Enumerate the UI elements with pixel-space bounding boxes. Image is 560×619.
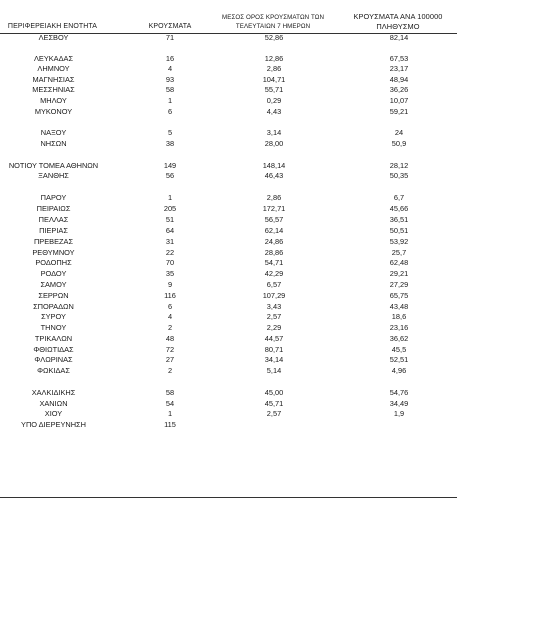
cell-per-100k: 1,9 bbox=[393, 409, 405, 418]
cell-cases: 58 bbox=[165, 388, 175, 397]
cell-region: ΦΘΙΩΤΙΔΑΣ bbox=[33, 345, 74, 354]
cell-avg-7-days: 2,57 bbox=[266, 312, 282, 321]
table-row bbox=[0, 64, 460, 74]
cell-per-100k: 53,92 bbox=[389, 237, 409, 246]
cell-cases: 31 bbox=[165, 237, 175, 246]
table-row bbox=[0, 128, 460, 138]
cell-cases: 72 bbox=[165, 345, 175, 354]
cell-avg-7-days: 3,43 bbox=[266, 302, 282, 311]
cell-cases: 48 bbox=[165, 334, 175, 343]
cell-region: ΣΠΟΡΑΔΩΝ bbox=[33, 302, 74, 311]
cell-region: ΜΕΣΣΗΝΙΑΣ bbox=[32, 85, 75, 94]
cell-per-100k: 59,21 bbox=[389, 107, 409, 116]
cell-cases: 115 bbox=[164, 420, 176, 429]
cell-cases: 205 bbox=[163, 204, 177, 213]
cell-avg-7-days: 0,29 bbox=[266, 96, 282, 105]
cell-cases: 22 bbox=[165, 248, 175, 257]
cell-region: ΜΑΓΝΗΣΙΑΣ bbox=[32, 75, 75, 84]
cell-avg-7-days: 54,71 bbox=[264, 258, 284, 267]
table-row bbox=[0, 420, 460, 430]
header-avg-line1: ΜΕΣΟΣ ΟΡΟΣ ΚΡΟΥΣΜΑΤΩΝ ΤΩΝ bbox=[221, 14, 325, 21]
cell-per-100k: 23,17 bbox=[389, 64, 409, 73]
cell-region: ΣΑΜΟΥ bbox=[40, 280, 67, 289]
cell-avg-7-days: 46,43 bbox=[264, 171, 284, 180]
cell-region: ΧΙΟΥ bbox=[44, 409, 63, 418]
cell-per-100k: 36,26 bbox=[389, 85, 409, 94]
cell-cases: 1 bbox=[167, 96, 173, 105]
table-row bbox=[0, 193, 460, 203]
cell-cases: 1 bbox=[167, 409, 173, 418]
cell-cases: 1 bbox=[167, 193, 173, 202]
cell-cases: 71 bbox=[165, 33, 175, 42]
cell-avg-7-days: 148,14 bbox=[262, 161, 286, 170]
cell-avg-7-days: 172,71 bbox=[262, 204, 286, 213]
header-avg-line2: ΤΕΛΕΥΤΑΙΩΝ 7 ΗΜΕΡΩΝ bbox=[235, 23, 311, 30]
cell-cases: 6 bbox=[167, 107, 173, 116]
cell-cases: 58 bbox=[165, 85, 175, 94]
table-row bbox=[0, 258, 460, 268]
table-row bbox=[0, 302, 460, 312]
cell-avg-7-days: 2,86 bbox=[266, 193, 282, 202]
cell-region: ΠΡΕΒΕΖΑΣ bbox=[33, 237, 74, 246]
table-row bbox=[0, 96, 460, 106]
cell-region: ΠΙΕΡΙΑΣ bbox=[39, 226, 68, 235]
cell-region: ΡΟΔΟΥ bbox=[40, 269, 67, 278]
table-row bbox=[0, 215, 460, 225]
cell-per-100k: 25,7 bbox=[391, 248, 407, 257]
table-row bbox=[0, 355, 460, 365]
cell-region: ΤΡΙΚΑΛΩΝ bbox=[34, 334, 73, 343]
table-row bbox=[0, 237, 460, 247]
cell-avg-7-days: 4,43 bbox=[266, 107, 282, 116]
cell-per-100k: 36,51 bbox=[389, 215, 409, 224]
cell-per-100k: 34,49 bbox=[389, 399, 409, 408]
table-row bbox=[0, 291, 460, 301]
cell-cases: 93 bbox=[165, 75, 175, 84]
header-cases: ΚΡΟΥΣΜΑΤΑ bbox=[148, 23, 192, 30]
cell-avg-7-days: 52,86 bbox=[264, 33, 284, 42]
cell-cases: 56 bbox=[165, 171, 175, 180]
cell-per-100k: 67,53 bbox=[389, 54, 409, 63]
table-row bbox=[0, 85, 460, 95]
cell-per-100k: 29,21 bbox=[389, 269, 409, 278]
cell-avg-7-days: 6,57 bbox=[266, 280, 282, 289]
cell-cases: 149 bbox=[163, 161, 177, 170]
cell-avg-7-days: 55,71 bbox=[264, 85, 284, 94]
header-region: ΠΕΡΙΦΕΡΕΙΑΚΗ ΕΝΟΤΗΤΑ bbox=[7, 23, 98, 30]
table-row bbox=[0, 388, 460, 398]
table-row bbox=[0, 399, 460, 409]
table-row bbox=[0, 226, 460, 236]
cell-per-100k: 54,76 bbox=[389, 388, 409, 397]
cell-per-100k: 52,51 bbox=[389, 355, 409, 364]
cell-per-100k: 45,5 bbox=[391, 345, 407, 354]
cell-region: ΠΑΡΟΥ bbox=[40, 193, 67, 202]
cell-region: ΜΗΛΟΥ bbox=[40, 96, 67, 105]
table-row bbox=[0, 107, 460, 117]
table-row bbox=[0, 312, 460, 322]
cell-avg-7-days: 45,00 bbox=[264, 388, 284, 397]
table-row bbox=[0, 269, 460, 279]
cell-region: ΥΠΟ ΔΙΕΡΕΥΝΗΣΗ bbox=[21, 420, 86, 429]
cell-per-100k: 50,51 bbox=[389, 226, 409, 235]
cell-per-100k: 45,66 bbox=[389, 204, 409, 213]
table-row bbox=[0, 366, 460, 376]
cell-avg-7-days: 5,14 bbox=[266, 366, 282, 375]
cell-per-100k: 62,48 bbox=[389, 258, 409, 267]
cell-cases: 54 bbox=[165, 399, 175, 408]
cell-region: ΦΛΩΡΙΝΑΣ bbox=[34, 355, 73, 364]
cell-region: ΣΥΡΟΥ bbox=[41, 312, 66, 321]
cell-avg-7-days: 104,71 bbox=[262, 75, 286, 84]
cell-region: ΤΗΝΟΥ bbox=[40, 323, 67, 332]
cell-cases: 27 bbox=[165, 355, 175, 364]
cell-per-100k: 43,48 bbox=[389, 302, 409, 311]
cell-region: ΡΟΔΟΠΗΣ bbox=[35, 258, 72, 267]
cell-region: ΧΑΝΙΩΝ bbox=[39, 399, 68, 408]
cell-per-100k: 50,35 bbox=[389, 171, 409, 180]
cell-avg-7-days: 107,29 bbox=[262, 291, 286, 300]
table-row bbox=[0, 409, 460, 419]
table-row bbox=[0, 75, 460, 85]
cell-region: ΠΕΙΡΑΙΩΣ bbox=[36, 204, 71, 213]
cell-cases: 51 bbox=[165, 215, 175, 224]
cell-avg-7-days: 2,57 bbox=[266, 409, 282, 418]
table-row bbox=[0, 248, 460, 258]
cell-cases: 2 bbox=[167, 323, 173, 332]
cell-avg-7-days: 34,14 bbox=[264, 355, 284, 364]
cell-avg-7-days: 2,29 bbox=[266, 323, 282, 332]
cell-cases: 5 bbox=[167, 128, 173, 137]
cell-region: ΣΕΡΡΩΝ bbox=[38, 291, 69, 300]
cell-region: ΛΕΣΒΟΥ bbox=[38, 33, 69, 42]
cell-cases: 4 bbox=[167, 64, 173, 73]
cell-cases: 38 bbox=[165, 139, 175, 148]
cell-per-100k: 28,12 bbox=[389, 161, 409, 170]
header-per-line2: ΠΛΗΘΥΣΜΟ bbox=[376, 22, 420, 31]
table-row bbox=[0, 334, 460, 344]
cell-avg-7-days: 62,14 bbox=[264, 226, 284, 235]
cell-cases: 64 bbox=[165, 226, 175, 235]
cell-per-100k: 27,29 bbox=[389, 280, 409, 289]
cell-per-100k: 48,94 bbox=[389, 75, 409, 84]
cell-cases: 4 bbox=[167, 312, 173, 321]
cell-per-100k: 4,96 bbox=[391, 366, 407, 375]
cell-per-100k: 10,07 bbox=[389, 96, 409, 105]
cell-per-100k: 50,9 bbox=[391, 139, 407, 148]
cell-per-100k: 65,75 bbox=[389, 291, 409, 300]
table-row bbox=[0, 139, 460, 149]
cell-cases: 116 bbox=[164, 291, 176, 300]
cell-avg-7-days: 56,57 bbox=[264, 215, 284, 224]
cell-avg-7-days: 42,29 bbox=[264, 269, 284, 278]
cell-per-100k: 23,16 bbox=[389, 323, 409, 332]
cell-avg-7-days: 28,86 bbox=[264, 248, 284, 257]
table-row bbox=[0, 161, 460, 171]
cell-per-100k: 18,6 bbox=[391, 312, 407, 321]
cell-cases: 16 bbox=[165, 54, 175, 63]
cell-region: ΠΕΛΛΑΣ bbox=[38, 215, 69, 224]
table-row bbox=[0, 54, 460, 64]
header-avg-7-days bbox=[212, 13, 334, 31]
cell-avg-7-days: 80,71 bbox=[264, 345, 284, 354]
cell-avg-7-days: 28,00 bbox=[264, 139, 284, 148]
cell-avg-7-days: 3,14 bbox=[266, 128, 282, 137]
table-row bbox=[0, 280, 460, 290]
cell-cases: 9 bbox=[167, 280, 173, 289]
cell-region: ΧΑΛΚΙΔΙΚΗΣ bbox=[31, 388, 76, 397]
table-row bbox=[0, 171, 460, 181]
cell-cases: 35 bbox=[165, 269, 175, 278]
cell-per-100k: 24 bbox=[394, 128, 404, 137]
table-row bbox=[0, 33, 460, 43]
table-bottom-divider bbox=[0, 497, 457, 498]
cell-region: ΞΑΝΘΗΣ bbox=[38, 171, 69, 180]
cell-avg-7-days: 44,57 bbox=[264, 334, 284, 343]
cell-cases: 2 bbox=[167, 366, 173, 375]
header-per-100k bbox=[342, 12, 454, 32]
cell-per-100k: 36,62 bbox=[389, 334, 409, 343]
header-per-line1: ΚΡΟΥΣΜΑΤΑ ΑΝΑ 100000 bbox=[353, 12, 443, 21]
cell-avg-7-days: 45,71 bbox=[264, 399, 284, 408]
cell-region: ΛΕΥΚΑΔΑΣ bbox=[33, 54, 74, 63]
table-row bbox=[0, 204, 460, 214]
table-row bbox=[0, 323, 460, 333]
cell-region: ΜΥΚΟΝΟΥ bbox=[34, 107, 73, 116]
cell-cases: 6 bbox=[167, 302, 173, 311]
cell-region: ΝΗΣΩΝ bbox=[40, 139, 67, 148]
cell-region: ΝΟΤΙΟΥ ΤΟΜΕΑ ΑΘΗΝΩΝ bbox=[8, 161, 99, 170]
cell-avg-7-days: 24,86 bbox=[264, 237, 284, 246]
cell-avg-7-days: 2,86 bbox=[266, 64, 282, 73]
cell-region: ΛΗΜΝΟΥ bbox=[37, 64, 70, 73]
cell-avg-7-days: 12,86 bbox=[264, 54, 284, 63]
cell-region: ΝΑΞΟΥ bbox=[40, 128, 67, 137]
table-row bbox=[0, 345, 460, 355]
cell-per-100k: 6,7 bbox=[393, 193, 405, 202]
cell-per-100k: 82,14 bbox=[389, 33, 409, 42]
cell-region: ΦΩΚΙΔΑΣ bbox=[37, 366, 70, 375]
cell-cases: 70 bbox=[165, 258, 175, 267]
cell-region: ΡΕΘΥΜΝΟΥ bbox=[32, 248, 75, 257]
